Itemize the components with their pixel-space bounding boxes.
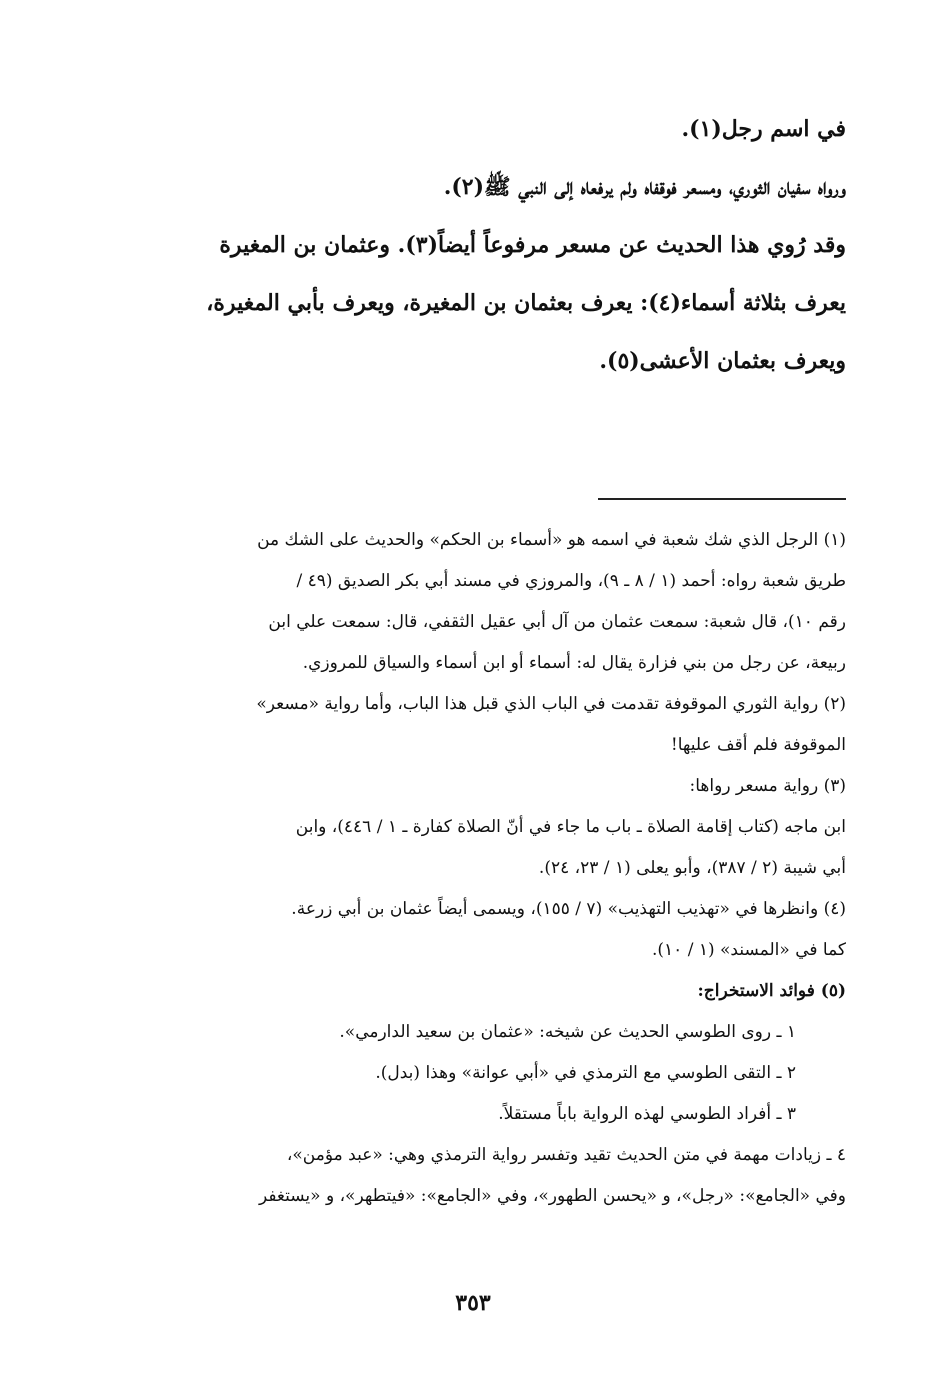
main-line: في اسم رجل(١).: [681, 116, 846, 142]
main-line: ورواه سفيان الثوري، ومسعر فوقفاه ولم يرفعاه إلى النبي ﷺ(٢).: [443, 174, 846, 200]
footnote-line: ٣ ـ أفراد الطوسي لهذه الرواية باباً مستقلاً.: [498, 1104, 796, 1124]
footnote-line: الموقوفة فلم أقف عليها!: [670, 735, 846, 755]
footnote-line: (١) الرجل الذي شك شعبة في اسمه هو «أسماء بن الحكم» والحديث على الشك من: [257, 530, 846, 550]
footnote-line: وفي «الجامع»: «رجل»، و «يحسن الطهور»، وفي «الجامع»: «فيتطهر»، و «يستغفر: [258, 1186, 846, 1206]
main-text: [106, 100, 846, 390]
footnote-line: كما في «المسند» (١ / ١٠).: [652, 940, 846, 960]
footnote-line: أبي شيبة (٢ / ٣٨٧)، وأبو يعلى (١ / ٢٣، ٢٤).: [538, 858, 846, 878]
footnote-line: ١ ـ روى الطوسي الحديث عن شيخه: «عثمان بن سعيد الدارمي».: [339, 1022, 796, 1042]
footnote-line: ٤ ـ زيادات مهمة في متن الحديث تقيد وتفسر رواية الترمذي وهي: «عبد مؤمن»،: [286, 1145, 846, 1165]
footnote-line: (٢) رواية الثوري الموقوفة تقدمت في الباب الذي قبل هذا الباب، وأما رواية «مسعر»: [256, 694, 846, 714]
footnote-line: ٢ ـ التقى الطوسي مع الترمذي في «أبي عوانة» وهذا (بدل).: [375, 1063, 796, 1083]
footnote-line: (٥) فوائد الاستخراج:: [697, 981, 846, 1001]
footnote-line: رقم ١٠)، قال شعبة: سمعت عثمان من آل أبي عقيل الثقفي، قال: سمعت علي ابن: [268, 612, 846, 632]
footnote-separator: [598, 498, 846, 500]
footnotes: [122, 520, 846, 1217]
footnote-line: ابن ماجه (كتاب إقامة الصلاة ـ باب ما جاء في أنّ الصلاة كفارة ـ ١ / ٤٤٦)، وابن: [295, 817, 846, 837]
footnote-line: (٣) رواية مسعر رواها:: [689, 776, 846, 796]
footnote-line: (٤) وانظرها في «تهذيب التهذيب» (٧ / ١٥٥)، ويسمى أيضاً عثمان بن أبي زرعة.: [291, 899, 846, 919]
page-number: ٣٥٣: [455, 1290, 491, 1316]
footnote-line: ربيعة، عن رجل من بني فزارة يقال له: أسماء أو ابن أسماء والسياق للمروزي.: [302, 653, 846, 673]
footnote-line: طريق شعبة رواه: أحمد (١ / ٨ ـ ٩)، والمروزي في مسند أبي بكر الصديق (٤٩ /: [296, 571, 846, 591]
main-line: يعرف بثلاثة أسماء(٤): يعرف بعثمان بن المغيرة، ويعرف بأبي المغيرة،: [206, 290, 846, 316]
main-line: ويعرف بعثمان الأعشى(٥).: [599, 348, 846, 374]
main-line: وقد رُوي هذا الحديث عن مسعر مرفوعاً أيضاً(٣). وعثمان بن المغيرة: [219, 232, 846, 258]
